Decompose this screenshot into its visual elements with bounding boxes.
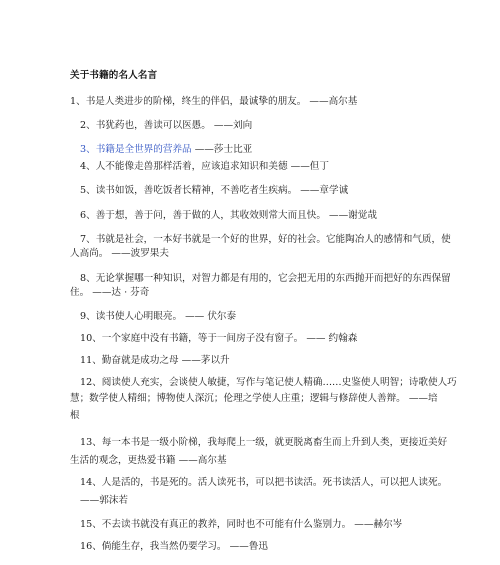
quote-11: 11、勤奋就是成功之母 ——茅以升 [80,355,230,366]
quote-3 [80,144,252,156]
quote-1: 1、书是人类进步的阶梯，终生的伴侣，最诚挚的朋友。 ——高尔基 [70,96,358,107]
quote-6: 6、善于想，善于问，善于做的人，其收效则常大而且快。 ——谢觉哉 [80,210,377,221]
quote-10: 10、一个家庭中没有书籍，等于一间房子没有窗子。 —— 约翰森 [80,333,358,344]
quote-5: 5、读书如饭，善吃饭者长精神，不善吃者生疾病。 ——章学诚 [80,185,349,196]
quote-8-line-2: 住。 ——达 · 芬奇 [70,287,150,298]
quote-12-line-3: 根 [70,410,80,421]
quote-7-line-1: 7、书就是社会，一本好书就是一个好的世界，好的社会。它能陶冶人的感情和气质，使 [80,234,451,245]
quote-12-line-1: 12、阅读使人充实，会谈使人敏捷，写作与笔记使人精确……史鉴使人明智；诗歌使人巧 [80,377,457,388]
quote-12-line-2: 慧；数学使人精细；博物使人深沉；伦理之学使人庄重；逻辑与修辞使人善辩。 ——培 [70,393,438,404]
quote-2: 2、书犹药也，善读可以医愚。 ——刘向 [80,120,253,131]
quote-13-line-2: 生活的观念，更热爱书籍 ——高尔基 [70,455,227,466]
quote-7-line-2: 人高尚。 ——波罗果夫 [70,248,169,259]
quote-3-author: ——莎士比亚 [191,144,253,155]
quote-3-text[interactable]: 3、书籍是全世界的营养品 [80,144,192,155]
quote-15: 15、不去读书就没有真正的教养，同时也不可能有什么鉴别力。 ——赫尔岑 [80,519,403,530]
quote-14-line-2: ——郭沫若 [80,495,128,506]
quote-13-line-1: 13、每一本书是一级小阶梯，我每爬上一级，就更脱离畜生而上升到人类，更接近美好 [80,437,448,448]
page-title: 关于书籍的名人名言 [70,70,158,81]
quote-8-line-1: 8、无论掌握哪一种知识，对智力都是有用的，它会把无用的东西抛开而把好的东西保留 [80,273,451,284]
quote-14-line-1: 14、人是活的，书是死的。活人读死书，可以把书读活。死书读活人，可以把人读死。 [80,477,448,488]
quote-16: 16、倘能生存，我当然仍要学习。 ——鲁迅 [80,541,268,552]
quote-9: 9、读书使人心明眼亮。 —— 伏尔泰 [80,311,237,322]
quote-4: 4、人不能像走兽那样活着，应该追求知识和美德 ——但丁 [80,161,329,172]
